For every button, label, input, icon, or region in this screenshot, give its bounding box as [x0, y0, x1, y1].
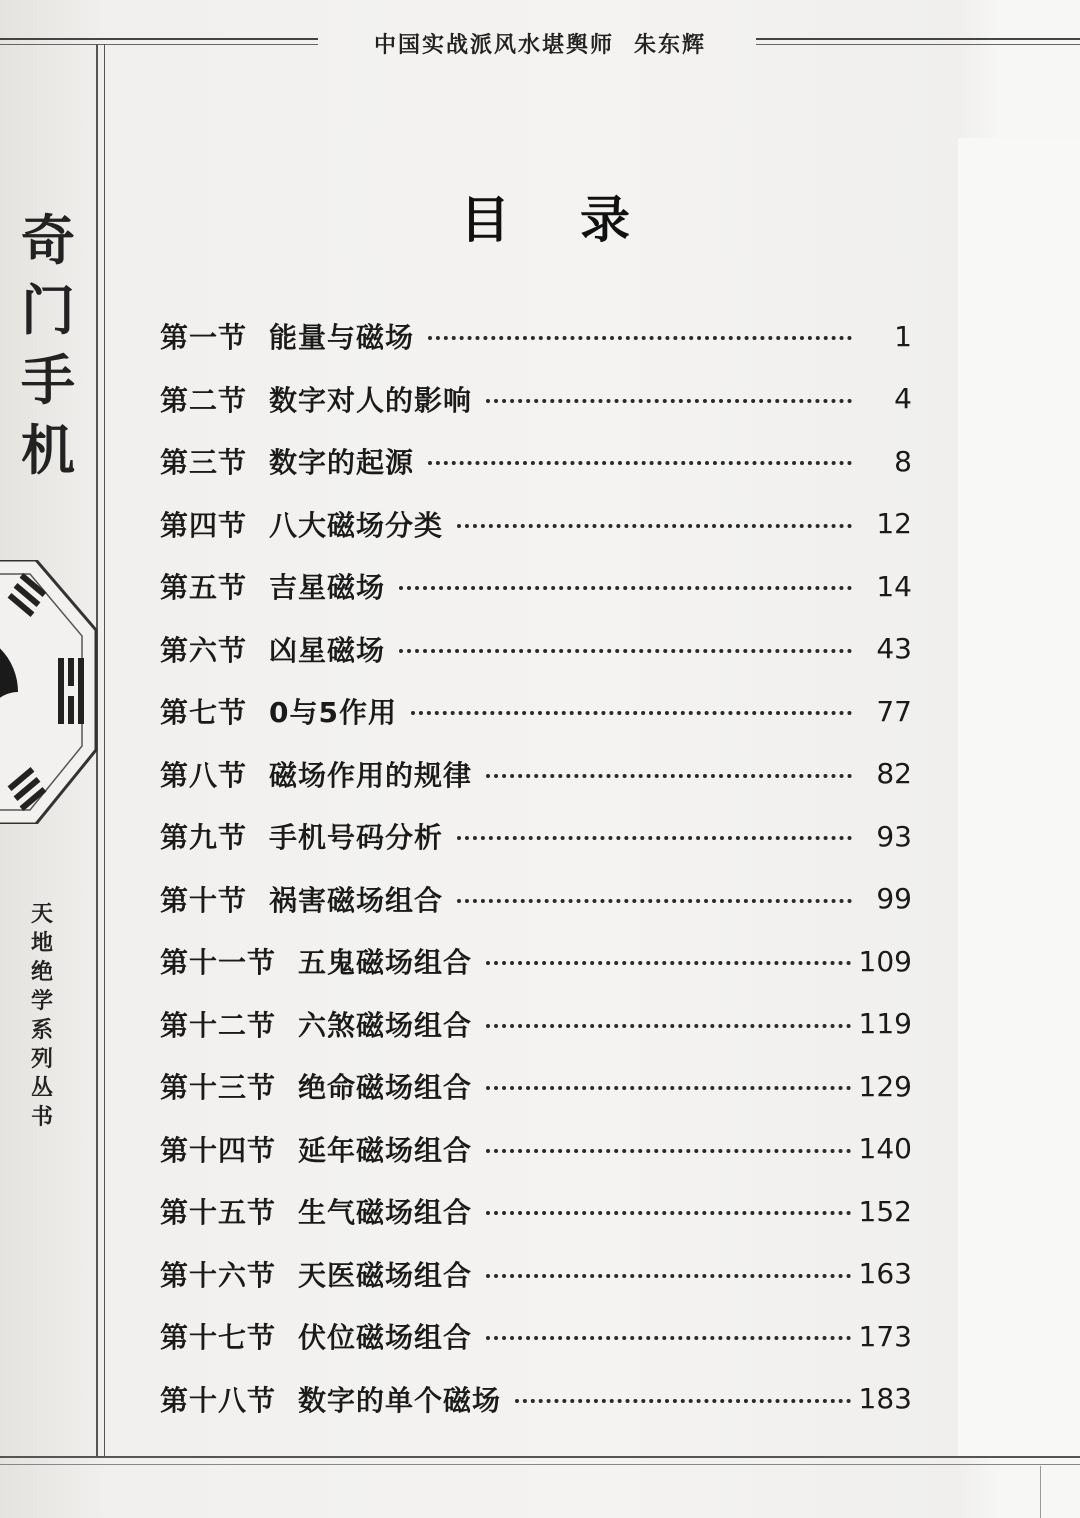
- toc-section-number: 第十一节: [160, 946, 277, 980]
- toc-leader-dots: [486, 774, 852, 778]
- toc-entry[interactable]: [160, 930, 912, 993]
- toc-section-title: 数字的起源: [269, 446, 415, 480]
- footer-rule: [0, 1456, 1080, 1458]
- footer-rule-thin: [0, 1464, 1080, 1465]
- toc-leader-dots: [486, 1149, 851, 1153]
- toc-entry[interactable]: [160, 493, 912, 556]
- toc-section-title: 0与5作用: [269, 696, 397, 730]
- toc-leader-dots: [411, 711, 852, 715]
- toc-page-number: 140: [858, 1132, 912, 1166]
- spine-series-char: 列: [30, 1046, 53, 1072]
- header-rule-right: [756, 38, 1080, 40]
- spine-series-char: 学: [30, 988, 53, 1014]
- toc-leader-dots: [486, 1024, 851, 1028]
- toc-leader-dots: [457, 524, 852, 528]
- toc-section-number: 第十四节: [160, 1133, 277, 1167]
- spine-book-title: [18, 205, 78, 485]
- toc-section-number: 第二节: [160, 383, 248, 417]
- spine-series-char: 绝: [30, 959, 53, 985]
- toc-page-number: 8: [894, 444, 912, 478]
- toc-page-number: 43: [876, 632, 912, 666]
- header-rule-left: [0, 38, 318, 40]
- toc-section-title: 吉星磁场: [269, 571, 386, 605]
- toc-page-number: 12: [876, 507, 912, 541]
- toc-entry[interactable]: [160, 305, 912, 368]
- toc-section-title: 伏位磁场组合: [298, 1321, 473, 1355]
- toc-page-number: 1: [894, 319, 912, 353]
- toc-entry[interactable]: [160, 993, 912, 1056]
- toc-leader-dots: [399, 649, 852, 653]
- toc-section-title: 五鬼磁场组合: [298, 946, 473, 980]
- toc-section-number: 第七节: [160, 696, 248, 730]
- toc-entry[interactable]: [160, 1118, 912, 1181]
- toc-entry[interactable]: [160, 618, 912, 681]
- toc-section-number: 第三节: [160, 446, 248, 480]
- toc-section-number: 第四节: [160, 508, 248, 542]
- spine-title-char: 奇: [21, 208, 75, 272]
- toc-section-number: 第九节: [160, 821, 248, 855]
- toc-leader-dots: [486, 1274, 851, 1278]
- spine-series-char: 丛: [30, 1075, 53, 1101]
- toc-page-number: 119: [858, 1007, 912, 1041]
- toc-entry[interactable]: [160, 868, 912, 931]
- header-subtitle: 中国实战派风水堪舆师: [373, 33, 614, 58]
- toc-page-number: 109: [858, 944, 912, 978]
- toc-entry[interactable]: [160, 430, 912, 493]
- toc-title-char: 目: [460, 190, 510, 249]
- toc-entry[interactable]: [160, 368, 912, 431]
- page-edge-strip: [958, 138, 1080, 1458]
- toc-leader-dots: [486, 1211, 851, 1215]
- toc-section-title: 手机号码分析: [269, 821, 444, 855]
- toc-section-number: 第十六节: [160, 1258, 277, 1292]
- toc-section-title: 凶星磁场: [269, 633, 386, 667]
- toc-section-number: 第十三节: [160, 1071, 277, 1105]
- toc-section-title: 数字的单个磁场: [298, 1383, 502, 1417]
- toc-entry[interactable]: [160, 680, 912, 743]
- toc-leader-dots: [457, 836, 852, 840]
- toc-entry[interactable]: [160, 1368, 912, 1431]
- spine-title-char: 手: [21, 348, 75, 412]
- toc-title-char: 录: [580, 190, 630, 249]
- header-author: 朱东辉: [634, 33, 707, 58]
- toc-section-title: 八大磁场分类: [269, 508, 444, 542]
- toc-section-title: 数字对人的影响: [269, 383, 473, 417]
- toc-entry[interactable]: [160, 1180, 912, 1243]
- toc-section-title: 能量与磁场: [269, 321, 415, 355]
- toc-section-number: 第十节: [160, 883, 248, 917]
- toc-page-number: 93: [876, 819, 912, 853]
- toc-entry[interactable]: [160, 743, 912, 806]
- toc-list: [160, 305, 912, 1430]
- toc-section-title: 绝命磁场组合: [298, 1071, 473, 1105]
- spine-title-char: 门: [21, 278, 75, 342]
- running-header: [330, 28, 750, 59]
- spine-series-char: 地: [30, 930, 53, 956]
- toc-page-number: 82: [876, 757, 912, 791]
- toc-leader-dots: [486, 1336, 851, 1340]
- bagua-emblem: [0, 560, 100, 824]
- toc-leader-dots: [486, 399, 852, 403]
- spine-series-char: 书: [30, 1104, 53, 1130]
- toc-page-number: 183: [858, 1382, 912, 1416]
- toc-entry[interactable]: [160, 805, 912, 868]
- toc-page-number: 152: [858, 1194, 912, 1228]
- toc-leader-dots: [486, 961, 851, 965]
- toc-leader-dots: [457, 899, 852, 903]
- header-rule-right-thin: [756, 44, 1080, 45]
- toc-leader-dots: [486, 1086, 851, 1090]
- spine-series-char: 天: [30, 901, 53, 927]
- toc-section-title: 磁场作用的规律: [269, 758, 473, 792]
- toc-section-title: 生气磁场组合: [298, 1196, 473, 1230]
- toc-page-number: 163: [858, 1257, 912, 1291]
- toc-page-number: 99: [876, 882, 912, 916]
- toc-section-number: 第十七节: [160, 1321, 277, 1355]
- toc-entry[interactable]: [160, 1243, 912, 1306]
- page-corner-edge: [1040, 1466, 1041, 1518]
- toc-section-number: 第六节: [160, 633, 248, 667]
- header-rule-left-thin: [0, 44, 318, 45]
- toc-section-number: 第十二节: [160, 1008, 277, 1042]
- toc-section-number: 第十八节: [160, 1383, 277, 1417]
- spine-line-inner: [104, 44, 105, 1456]
- toc-entry[interactable]: [160, 555, 912, 618]
- toc-leader-dots: [399, 586, 852, 590]
- toc-section-title: 六煞磁场组合: [298, 1008, 473, 1042]
- spine-series-char: 系: [30, 1017, 53, 1043]
- toc-section-number: 第一节: [160, 321, 248, 355]
- spine-series-name: [22, 900, 62, 1132]
- toc-leader-dots: [428, 461, 852, 465]
- toc-leader-dots: [428, 336, 852, 340]
- toc-section-title: 祸害磁场组合: [269, 883, 444, 917]
- toc-entry[interactable]: [160, 1305, 912, 1368]
- spine-title-char: 机: [21, 418, 75, 482]
- toc-section-title: 天医磁场组合: [298, 1258, 473, 1292]
- toc-page-number: 129: [858, 1069, 912, 1103]
- toc-entry[interactable]: [160, 1055, 912, 1118]
- toc-page-number: 77: [876, 694, 912, 728]
- toc-page-number: 4: [894, 382, 912, 416]
- toc-section-number: 第八节: [160, 758, 248, 792]
- toc-leader-dots: [515, 1399, 851, 1403]
- toc-page-number: 173: [858, 1319, 912, 1353]
- toc-section-number: 第十五节: [160, 1196, 277, 1230]
- toc-section-number: 第五节: [160, 571, 248, 605]
- toc-page-number: 14: [876, 569, 912, 603]
- toc-title: [460, 180, 630, 252]
- toc-section-title: 延年磁场组合: [298, 1133, 473, 1167]
